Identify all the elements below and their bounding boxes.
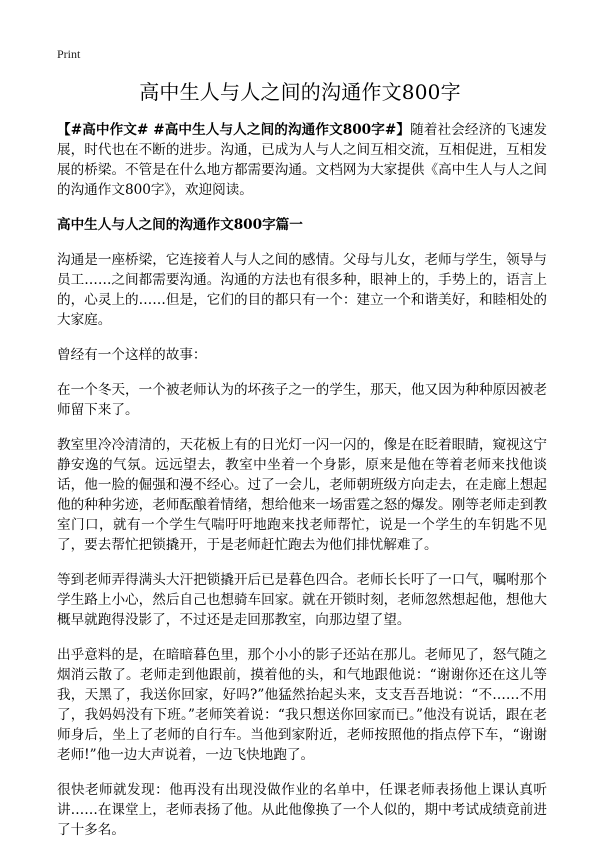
document-title: 高中生人与人之间的沟通作文800字: [139, 80, 461, 104]
body-paragraph-6: 出乎意料的是，在暗暗暮色里，那个小小的影子还站在那儿。老师见了，怒气随之烟消云散了。老师走到他跟前，摸着他的头，和气地跟他说：“谢谢你还在这儿等我，天黑了，我送你回家，好吗?”他猛然抬起头来，支支吾吾地说：“不……不用了，我妈妈没有下班。”老师笑着说：“我只想送你回家而已。”他没有说话，跟在老师身后，坐上了老师的自行车。当他到家附近，老师按照他的指点停下车，“谢谢老师!”他一边大声说着，一边飞快地跑了。: [57, 647, 547, 763]
document-body: [57, 120, 547, 855]
body-paragraph-7: 很快老师就发现：他再没有出现没做作业的名单中，任课老师表扬他上课认真听讲……在课堂上，老师表扬了他。从此他像换了一个人似的，期中考试成绩竟前进了十多名。: [57, 782, 547, 838]
intro-paragraph: [57, 120, 547, 200]
body-paragraph-2: 曾经有一个这样的故事：: [57, 347, 207, 363]
body-paragraph-4: 教室里冷冷清清的，天花板上有的日光灯一闪一闪的，像是在眨着眼睛，窥视这宁静安逸的气氛。远远望去，教室中坐着一个身影，原来是他在等着老师来找他谈话，他一脸的倔强和漫不经心。过了一会儿，老师朝班级方向走去，在走廊上想起他的种种劣迹，老师酝酿着情绪，想给他来一场雷霆之怒的爆发。刚等老师走到教室门口，就有一个学生气喘吁吁地跑来找老师帮忙，说是一个学生的车钥匙不见了，要去帮忙把锁撬开，于是老师赶忙跑去为他们排忧解难了。: [57, 437, 547, 553]
body-paragraph-3: 在一个冬天，一个被老师认为的坏孩子之一的学生，那天，他又因为种种原因被老师留下来了。: [57, 382, 547, 418]
intro-text: 随着社会经济的飞速发展，时代也在不断的进步。沟通，已成为人与人之间互相交流，互相促进，互相发展的桥梁。不管是在什么地方都需要沟通。文档网为大家提供《高中生人与人之间的沟通作文800字》，欢迎阅读。: [57, 122, 548, 198]
intro-tag: 【#高中作文# #高中生人与人之间的沟通作文800字#】: [57, 122, 411, 138]
body-paragraph-1: 沟通是一座桥梁，它连接着人与人之间的感情。父母与儿女，老师与学生，领导与员工……之间都需要沟通。沟通的方法也有很多种，眼神上的，手势上的，语言上的，心灵上的……但是，它们的目的都只有一个：建立一个和谐美好，和睦相处的大家庭。: [57, 252, 547, 328]
body-paragraph-5: 等到老师弄得满头大汗把锁撬开后已是暮色四合。老师长长吁了一口气，嘱咐那个学生路上小心，然后自己也想骑车回家。就在开锁时刻，老师忽然想起他，想他大概早就跑得没影了，不过还是走回那教室，向那边望了望。: [57, 572, 547, 628]
section-heading: 高中生人与人之间的沟通作文800字篇一: [57, 217, 303, 233]
print-label: Print: [57, 47, 81, 61]
